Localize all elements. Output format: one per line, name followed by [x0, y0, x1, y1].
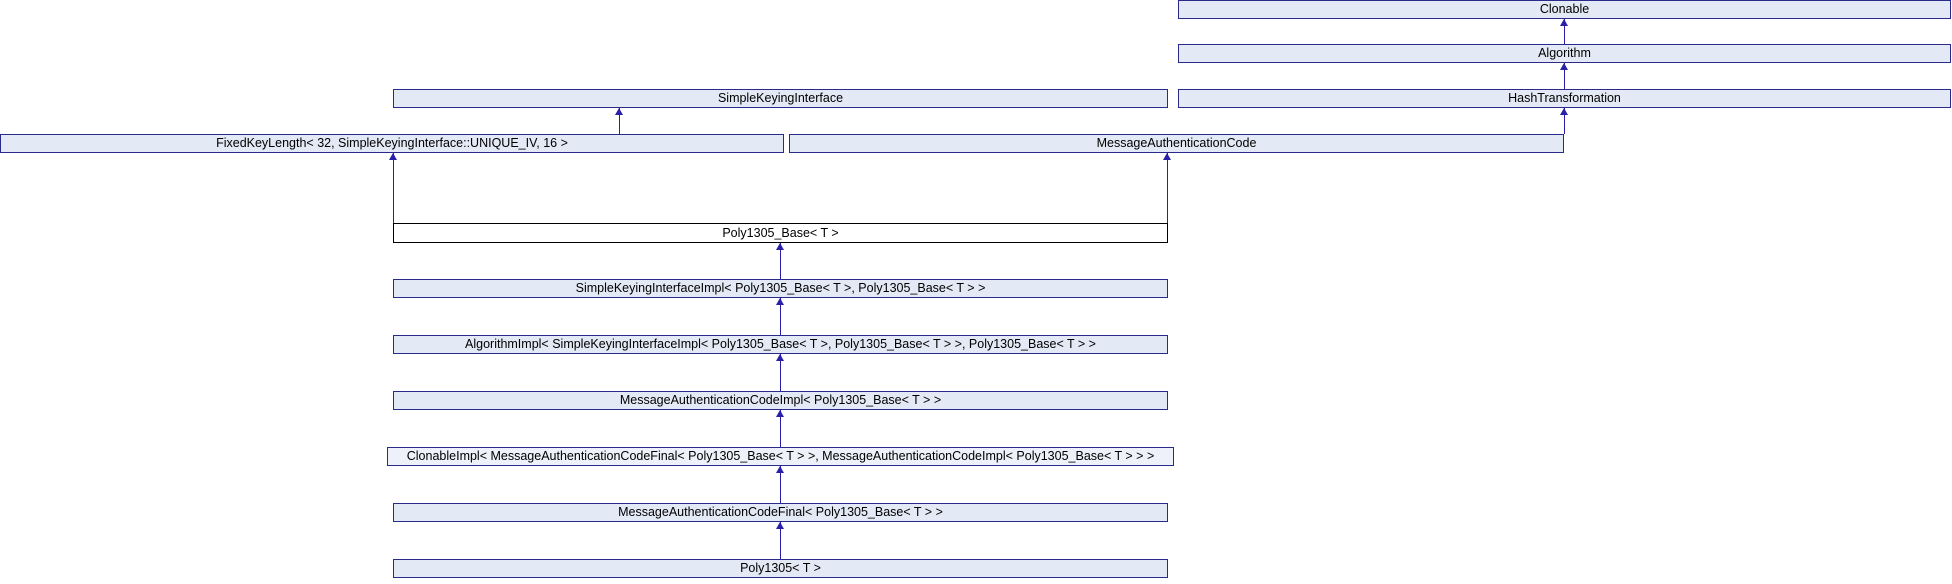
node-label: SimpleKeyingInterface	[717, 91, 844, 106]
node-message-authentication-code-impl[interactable]	[393, 391, 1168, 410]
node-clonable[interactable]	[1178, 0, 1951, 19]
arrow-macfinal-clonableimpl	[776, 466, 784, 473]
node-label: Poly1305_Base< T >	[722, 225, 839, 240]
node-label: MessageAuthenticationCodeFinal< Poly1305_Base< T > >	[618, 505, 943, 520]
node-simple-keying-interface-impl[interactable]	[393, 279, 1168, 298]
node-clonable-impl[interactable]	[387, 447, 1174, 466]
arrow-algorithmimpl-skii	[776, 298, 784, 305]
arrow-poly1305base-mac	[1163, 153, 1171, 160]
node-label: Poly1305< T >	[740, 561, 821, 576]
arrow-hashtransformation-algorithm	[1560, 63, 1568, 70]
arrow-poly1305base-fixedkeylength	[389, 153, 397, 160]
node-fixed-key-length[interactable]	[0, 134, 784, 153]
node-label: MessageAuthenticationCode	[1096, 136, 1257, 151]
node-algorithm[interactable]	[1178, 44, 1951, 63]
node-label: Algorithm	[1538, 46, 1591, 61]
node-poly1305-base[interactable]	[393, 223, 1168, 243]
node-label: FixedKeyLength< 32, SimpleKeyingInterface::UNIQUE_IV, 16 >	[216, 136, 568, 151]
node-message-authentication-code[interactable]	[789, 134, 1564, 153]
arrow-clonableimpl-macimpl	[776, 410, 784, 417]
arrow-skii-poly1305base	[776, 243, 784, 250]
node-label: AlgorithmImpl< SimpleKeyingInterfaceImpl< Poly1305_Base< T >, Poly1305_Base< T > >, Poly1305_Base< T > >	[465, 337, 1096, 352]
node-label: SimpleKeyingInterfaceImpl< Poly1305_Base< T >, Poly1305_Base< T > >	[575, 281, 986, 296]
node-hash-transformation[interactable]	[1178, 89, 1951, 108]
node-message-authentication-code-final[interactable]	[393, 503, 1168, 522]
node-label: Clonable	[1539, 2, 1590, 17]
node-label: MessageAuthenticationCodeImpl< Poly1305_Base< T > >	[619, 393, 942, 408]
arrow-macimpl-algorithmimpl	[776, 354, 784, 361]
arrow-mac-hashtransformation	[1560, 108, 1568, 115]
arrow-algorithm-clonable	[1560, 19, 1568, 26]
edge-poly1305base-mac	[1167, 153, 1168, 223]
node-algorithm-impl[interactable]	[393, 335, 1168, 354]
edge-poly1305base-fixedkeylength	[393, 153, 394, 223]
node-simple-keying-interface[interactable]	[393, 89, 1168, 108]
arrow-fixedkeylength-simplekeyinginterface	[615, 108, 623, 115]
node-label: ClonableImpl< MessageAuthenticationCodeFinal< Poly1305_Base< T > >, MessageAuthenticationCodeImpl< Poly1305_Base< T > > >	[406, 449, 1155, 464]
arrow-poly1305-macfinal	[776, 522, 784, 529]
node-label: HashTransformation	[1508, 91, 1621, 106]
node-poly1305[interactable]	[393, 559, 1168, 578]
